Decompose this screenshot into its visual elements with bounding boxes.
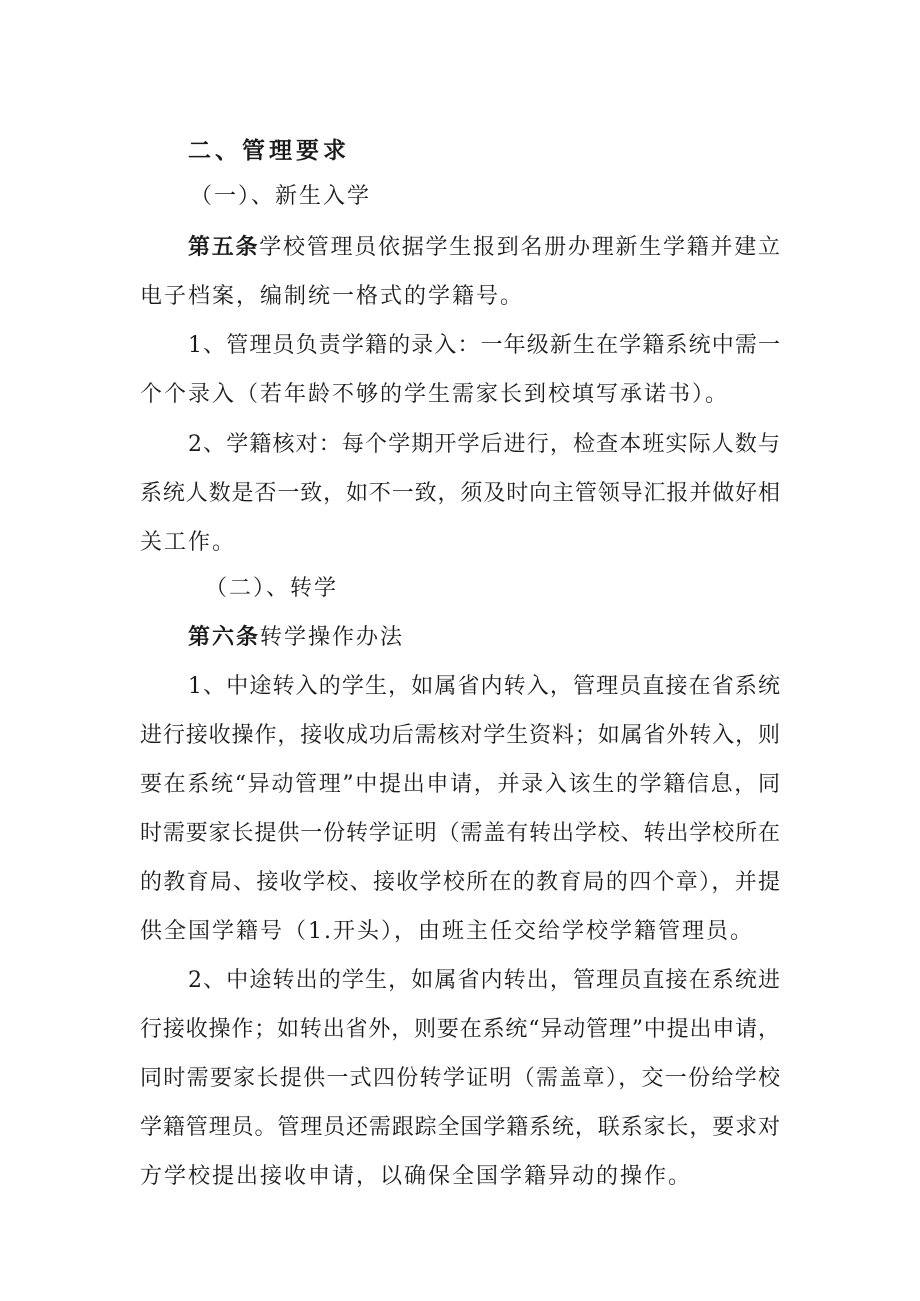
article-6-text: 转学操作办法: [260, 625, 405, 650]
subsection-title-transfer: （二）、转学: [205, 576, 339, 601]
article-6-item-2-line-4: 学籍管理员。管理员还需跟踪全国学籍系统，联系家长，要求对: [140, 1115, 780, 1140]
section-title: 二、管理要求: [188, 138, 350, 164]
article-6-item-2-line-3: 同时需要家长提供一式四份转学证明（需盖章），交一份给学校: [140, 1066, 780, 1091]
article-6-line: [188, 622, 404, 653]
article-6-item-1-line-3: 要在系统“异动管理”中提出申请，并录入该生的学籍信息，同: [140, 772, 780, 797]
article-5-item-1-line-1: 1、管理员负责学籍的录入：一年级新生在学籍系统中需一: [188, 333, 780, 358]
article-5-item-2-line-3: 关工作。: [140, 530, 237, 555]
article-5-line-2: 电子档案，编制统一格式的学籍号。: [140, 284, 525, 309]
article-5-item-2-line-2: 系统人数是否一致，如不一致，须及时向主管领导汇报并做好相: [140, 481, 780, 506]
article-6-item-2-line-1: 2、中途转出的学生，如属省内转出，管理员直接在系统进: [188, 968, 780, 993]
article-5-line-1: [188, 232, 780, 263]
subsection-title-new-students: （一）、新生入学: [190, 184, 372, 209]
article-6-item-2-line-5: 方学校提出接收申请，以确保全国学籍异动的操作。: [140, 1164, 693, 1189]
article-6-item-2-line-2: 行接收操作；如转出省外，则要在系统“异动管理”中提出申请，: [140, 1017, 780, 1042]
article-6-item-1-line-2: 进行接收操作，接收成功后需核对学生资料；如属省外转入，则: [140, 723, 780, 748]
article-5-text: 学校管理员依据学生报到名册办理新生学籍并建立: [259, 235, 780, 260]
article-6-item-1-line-1: 1、中途转入的学生，如属省内转入，管理员直接在省系统: [188, 674, 780, 699]
article-6-item-1-line-5: 的教育局、接收学校、接收学校所在的教育局的四个章），并提: [140, 870, 780, 895]
article-5-item-1-line-2: 个个录入（若年龄不够的学生需家长到校填写承诺书）。: [140, 382, 730, 407]
article-6-item-1-line-4: 时需要家长提供一份转学证明（需盖有转出学校、转出学校所在: [140, 821, 780, 846]
article-6-item-1-line-6: 供全国学籍号（1.开头），由班主任交给学校学籍管理员。: [140, 919, 754, 944]
article-6-label: 第六条: [188, 624, 261, 650]
article-5-label: 第五条: [188, 234, 260, 260]
article-5-item-2-line-1: 2、学籍核对：每个学期开学后进行，检查本班实际人数与: [188, 432, 780, 457]
